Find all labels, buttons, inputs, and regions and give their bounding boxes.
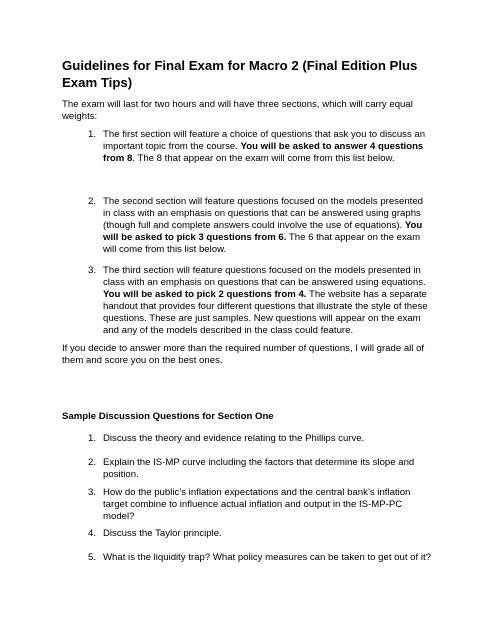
list-item-text: The first section will feature a choice of questions that ask you to discuss an important topic from the course. You will be asked to answer 4 questions from 8. The 8 that appear on the exam will come from this list below. <box>103 129 426 165</box>
section-heading: Sample Discussion Questions for Section One <box>62 411 274 422</box>
list-item-number: 5. <box>88 552 97 563</box>
list-item-emphasis: You will be asked to answer 4 questions from 8 <box>103 141 424 165</box>
list-item-text: Discuss the theory and evidence relating to the Phillips curve. <box>103 433 365 444</box>
list-item-text: Discuss the Taylor principle. <box>103 528 222 539</box>
intro-paragraph: The exam will last for two hours and will have three sections, which will carry equal weights: <box>62 99 413 123</box>
list-item-text: The second section will feature questions focused on the models presented in class with an emphasis on questions that can be answered using graphs (though full and complete answers could involve the use of equations). You will be asked to pick 3 questions from 6. The 6 that appear on the exam will come from this list below. <box>103 196 423 256</box>
list-item-text: Explain the IS-MP curve including the factors that determine its slope and position. <box>103 457 415 481</box>
list-item-text: The third section will feature questions focused on the models presented in class with an emphasis on questions that can be answered using equations. You will be asked to pick 2 questions from 4. The website has a separate handout that provides four different questions that illustrate the style of these questions. These are just samples. New questions will appear on the exam and any of the models described in the class could feature. <box>103 265 428 337</box>
list-item-number: 2. <box>88 196 97 207</box>
list-item-number: 1. <box>88 433 97 444</box>
list-item-text: How do the public’s inflation expectations and the central bank’s inflation target combine to influence actual inflation and output in the IS-MP-PC model? <box>103 487 411 523</box>
list-item-number: 2. <box>88 457 97 468</box>
list-item-text: What is the liquidity trap? What policy measures can be taken to get out of it? <box>103 552 431 563</box>
list-item-emphasis: You will be asked to pick 2 questions from 4. <box>103 289 307 301</box>
list-item-number: 3. <box>88 265 97 276</box>
list-item-number: 3. <box>88 487 97 498</box>
list-item-number: 4. <box>88 528 97 539</box>
grading-note: If you decide to answer more than the required number of questions, I will grade all of them and score you on the best ones. <box>62 343 425 367</box>
list-item-number: 1. <box>88 129 97 140</box>
page-title: Guidelines for Final Exam for Macro 2 (Final Edition Plus Exam Tips) <box>62 58 418 90</box>
list-item-emphasis: You will be asked to pick 3 questions from 6. <box>103 220 423 244</box>
